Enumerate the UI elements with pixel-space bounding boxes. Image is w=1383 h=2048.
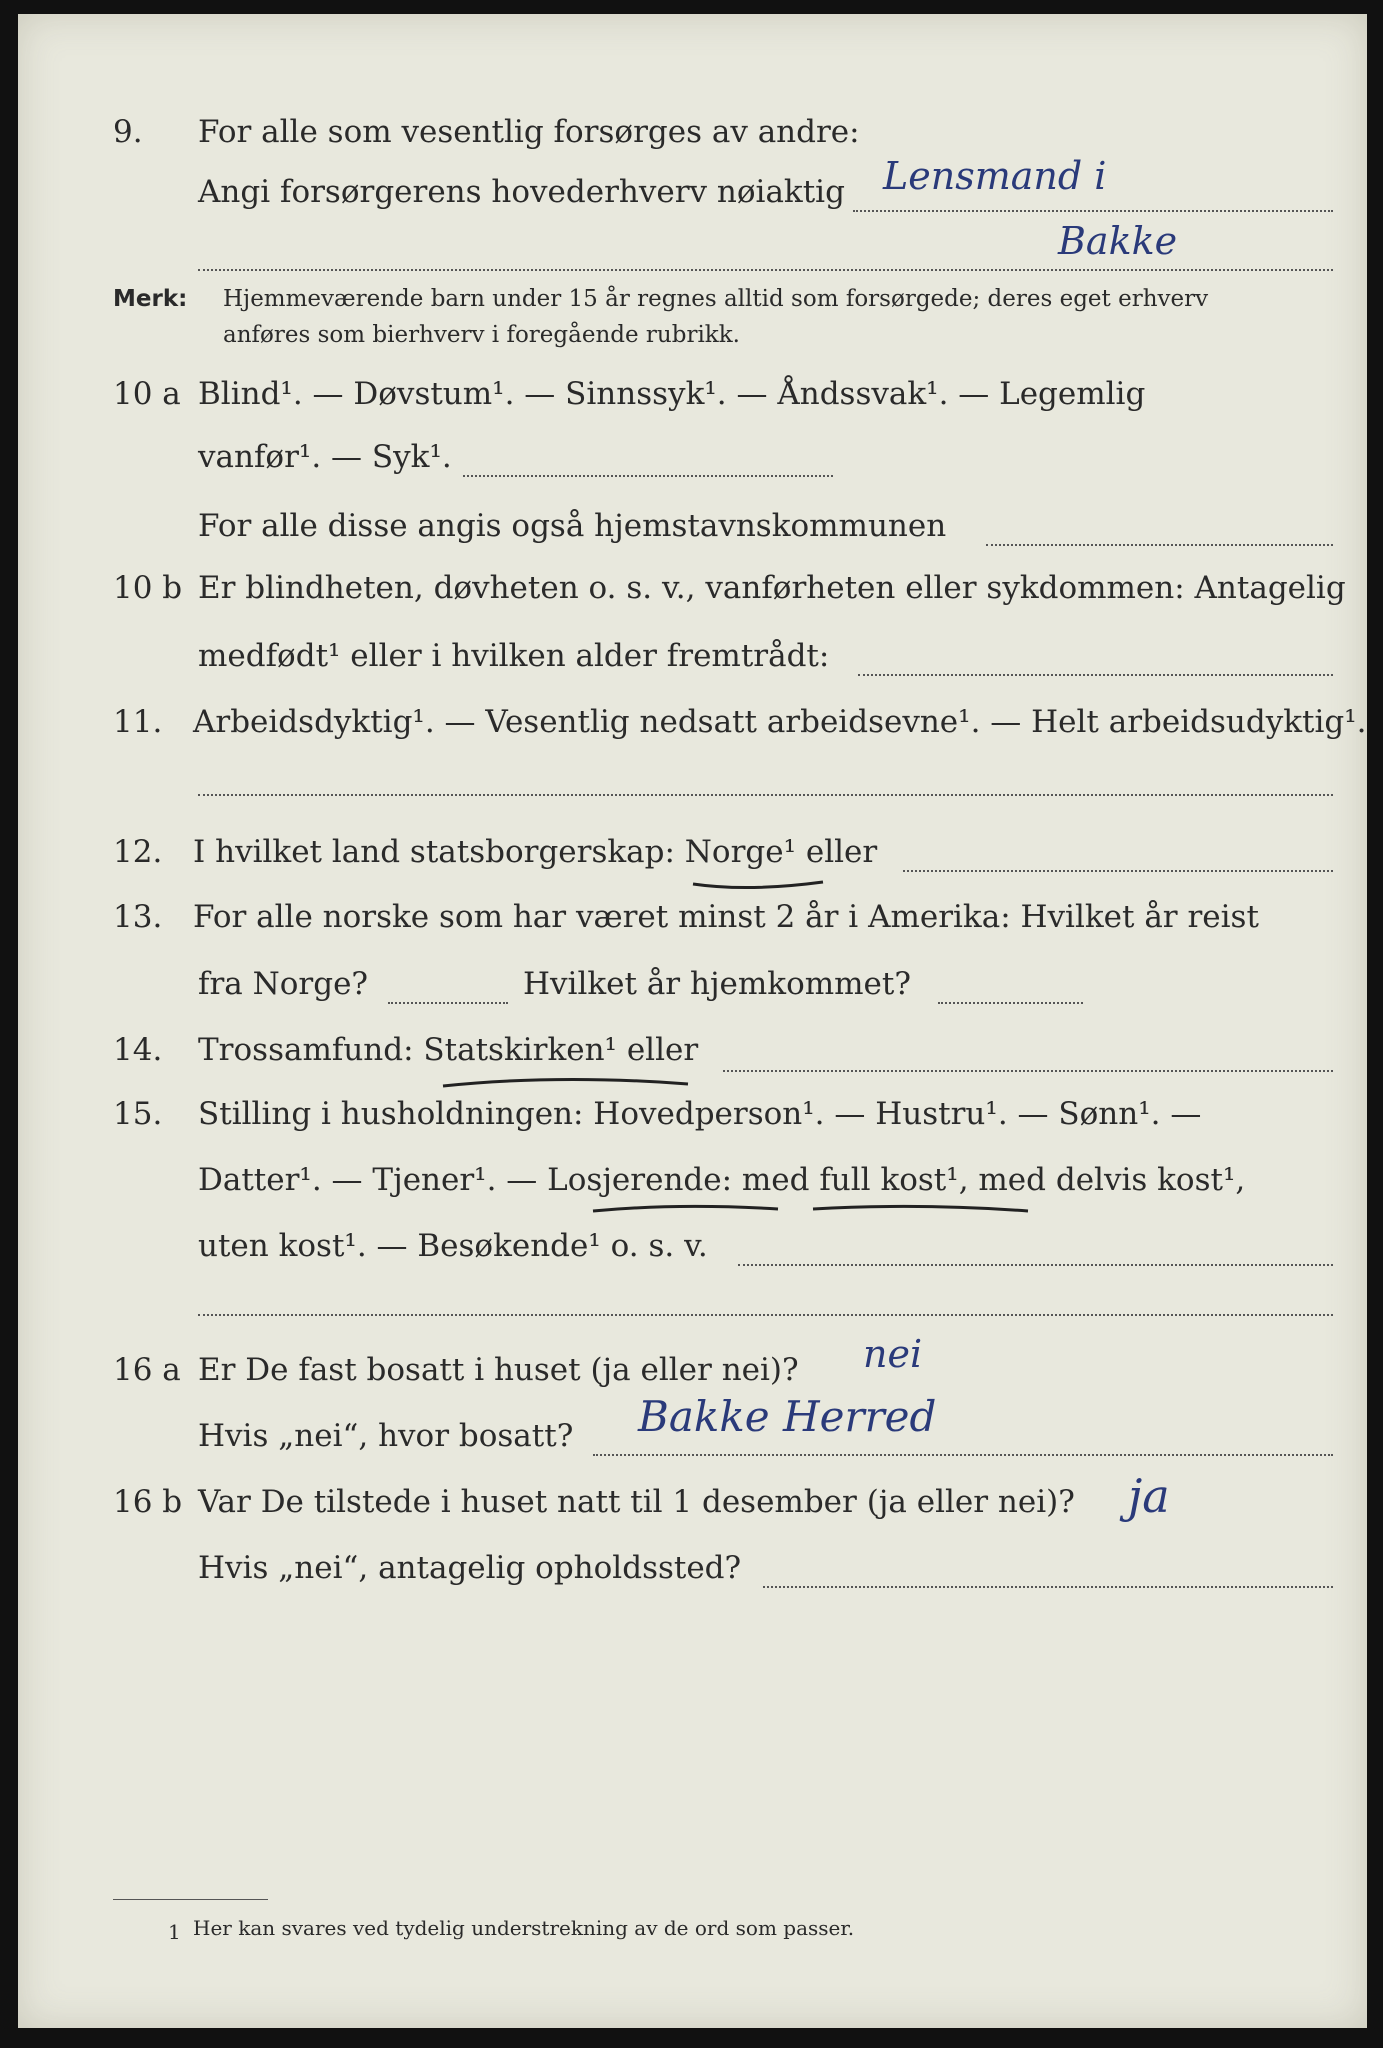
handwritten-answer: Bakke Herred: [638, 1392, 937, 1441]
question-15-line-3: [18, 1228, 1367, 1288]
question-10a: [18, 376, 1367, 436]
pen-underline: [808, 1199, 1038, 1221]
question-text: Hvis „nei“, hvor bosatt?: [198, 1418, 574, 1454]
question-text: Trossamfund: Statskirken¹ eller: [198, 1032, 699, 1068]
answer-line: [198, 269, 1333, 271]
census-form-page: [18, 14, 1367, 2028]
answer-line: [388, 1002, 508, 1004]
question-text: For alle disse angis også hjemstavnskommunen: [198, 508, 947, 544]
answer-line: [198, 794, 1333, 796]
question-text: uten kost¹. — Besøkende¹ o. s. v.: [198, 1228, 708, 1264]
question-number: 14.: [113, 1032, 163, 1068]
pen-underline: [588, 1199, 788, 1221]
question-10a-line-2: [18, 439, 1367, 499]
question-9: [18, 114, 1367, 174]
question-text: For alle som vesentlig forsørges av andre:: [198, 114, 860, 150]
question-text: Datter¹. — Tjener¹. — Losjerende: med full kost¹, med delvis kost¹,: [198, 1162, 1246, 1198]
question-number: 16 a: [113, 1352, 181, 1388]
question-15: [18, 1096, 1367, 1156]
question-number: 16 b: [113, 1484, 183, 1520]
question-number: 10 a: [113, 376, 181, 412]
question-text: Er De fast bosatt i huset (ja eller nei)?: [198, 1352, 799, 1388]
question-number: 13.: [113, 899, 163, 935]
pen-underline: [688, 874, 828, 894]
question-text: Stilling i husholdningen: Hovedperson¹. — Hustru¹. — Sønn¹. —: [198, 1096, 1202, 1132]
handwritten-answer: ja: [1128, 1469, 1170, 1523]
answer-line: [198, 1314, 1333, 1316]
question-text: fra Norge?: [198, 966, 369, 1002]
answer-line: [938, 1002, 1083, 1004]
footnote-text: Her kan svares ved tydelig understrekning av de ord som passer.: [193, 1916, 855, 1940]
question-text: I hvilket land statsborgerskap: Norge¹ eller: [193, 834, 878, 870]
question-text: medfødt¹ eller i hvilken alder fremtrådt:: [198, 638, 830, 674]
answer-line: [858, 674, 1333, 676]
question-text: Blind¹. — Døvstum¹. — Sinnssyk¹. — Åndssvak¹. — Legemlig: [198, 376, 1146, 412]
question-text: Var De tilstede i huset natt til 1 desember (ja eller nei)?: [198, 1484, 1075, 1520]
question-10b-line-2: [18, 638, 1367, 698]
question-text: For alle norske som har været minst 2 år i Amerika: Hvilket år reist: [193, 899, 1259, 935]
answer-line: [986, 544, 1333, 546]
handwritten-answer: Bakke: [1058, 219, 1178, 263]
question-text: Hvis „nei“, antagelig opholdssted?: [198, 1550, 742, 1586]
pen-underline: [438, 1072, 698, 1096]
answer-line: [593, 1454, 1333, 1456]
question-10a-line-3: [18, 508, 1367, 568]
note-text: anføres som bierhverv i foregående rubrikk.: [223, 322, 740, 348]
answer-line: [723, 1070, 1333, 1072]
handwritten-answer: Lensmand i: [883, 154, 1107, 198]
question-10b: [18, 570, 1367, 630]
question-text: Arbeidsdyktig¹. — Vesentlig nedsatt arbeidsevne¹. — Helt arbeidsudyktig¹.: [193, 704, 1367, 740]
question-text: vanfør¹. — Syk¹.: [198, 439, 452, 475]
note-label: Merk:: [113, 286, 188, 312]
question-number: 9.: [113, 114, 143, 150]
question-text: Hvilket år hjemkommet?: [523, 966, 911, 1002]
answer-line: [463, 475, 833, 477]
footnote-rule: [113, 1899, 268, 1900]
handwritten-answer: nei: [863, 1332, 923, 1376]
question-number: 11.: [113, 704, 163, 740]
question-13-line-2: [18, 966, 1367, 1026]
note-text: Hjemmeværende barn under 15 år regnes alltid som forsørgede; deres eget erhverv: [223, 286, 1209, 312]
answer-line: [853, 210, 1333, 212]
answer-line: [903, 870, 1333, 872]
question-number: 15.: [113, 1096, 163, 1132]
question-16b-line-2: [18, 1550, 1367, 1610]
question-number: 12.: [113, 834, 163, 870]
question-13: [18, 899, 1367, 959]
footnote-mark: 1: [168, 1920, 181, 1944]
question-number: 10 b: [113, 570, 183, 606]
question-11: [18, 704, 1367, 764]
answer-line: [763, 1586, 1333, 1588]
question-text: Angi forsørgerens hovederhverv nøiaktig: [198, 174, 845, 210]
answer-line: [738, 1264, 1333, 1266]
question-text: Er blindheten, døvheten o. s. v., vanførheten eller sykdommen: Antagelig: [198, 570, 1346, 606]
